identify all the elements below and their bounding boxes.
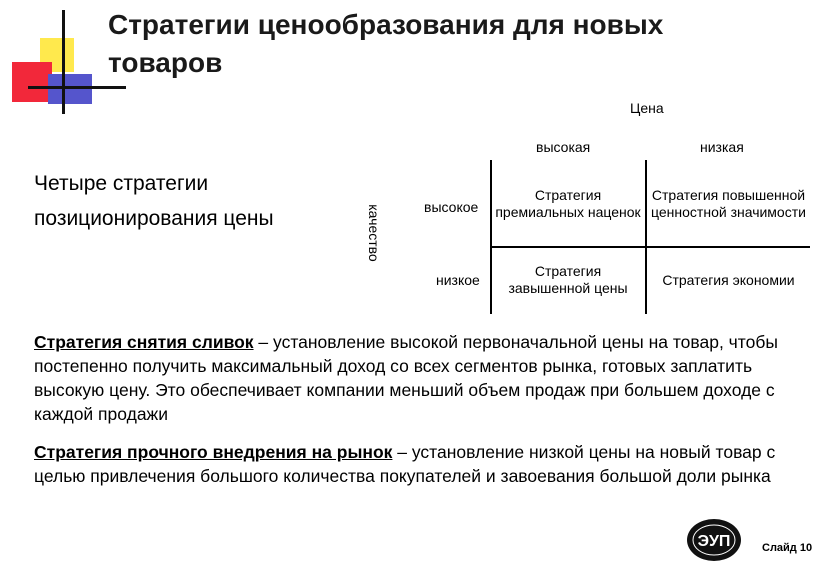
price-high-label: высокая <box>536 139 591 155</box>
decor-horizontal-line <box>28 86 126 89</box>
decor-vertical-line <box>62 10 65 114</box>
term-penetration: Стратегия прочного внедрения на рынок <box>34 442 393 462</box>
matrix-cell-economy: Стратегия экономии <box>662 271 795 288</box>
matrix-cell-overpricing: Стратегия завышенной цены <box>508 263 628 296</box>
slide-title: Стратегии ценообразования для новых товаров <box>108 9 664 78</box>
decor-blue-square <box>48 74 92 104</box>
matrix-cell-high-value: Стратегия повышенной ценностной значимости <box>651 187 806 220</box>
quality-low-label: низкое <box>436 272 480 288</box>
department-logo <box>686 518 742 562</box>
price-low-label: низкая <box>700 139 744 155</box>
definition-skimming: – установление высокой первоначальной цены на товар, чтобы постепенно получить максимальный доход со всех сегментов рынка, готовых заплатить высокую цену. Это обеспечивает компании меньший объем продаж при большем доходе с каждой продажи <box>34 332 778 424</box>
paragraph-penetration <box>34 440 804 488</box>
price-axis-label: Цена <box>630 100 664 116</box>
decor-red-square <box>12 62 52 102</box>
matrix-cell-premium: Стратегия премиальных наценок <box>495 187 641 220</box>
quality-high-label: высокое <box>424 199 479 215</box>
paragraph-skimming <box>34 330 804 426</box>
definition-penetration: – установление низкой цены на новый товар с целью привлечения большого количества покупателей и завоевания большой доли рынка <box>34 442 776 486</box>
slide-subtitle: Четыре стратегии позиционирования цены <box>34 172 274 230</box>
slide-number: Слайд 10 <box>762 542 813 554</box>
quality-axis-label: качество <box>366 204 382 262</box>
logo-text: ЭУП <box>697 533 731 550</box>
term-skimming: Стратегия снятия сливок <box>34 332 254 352</box>
